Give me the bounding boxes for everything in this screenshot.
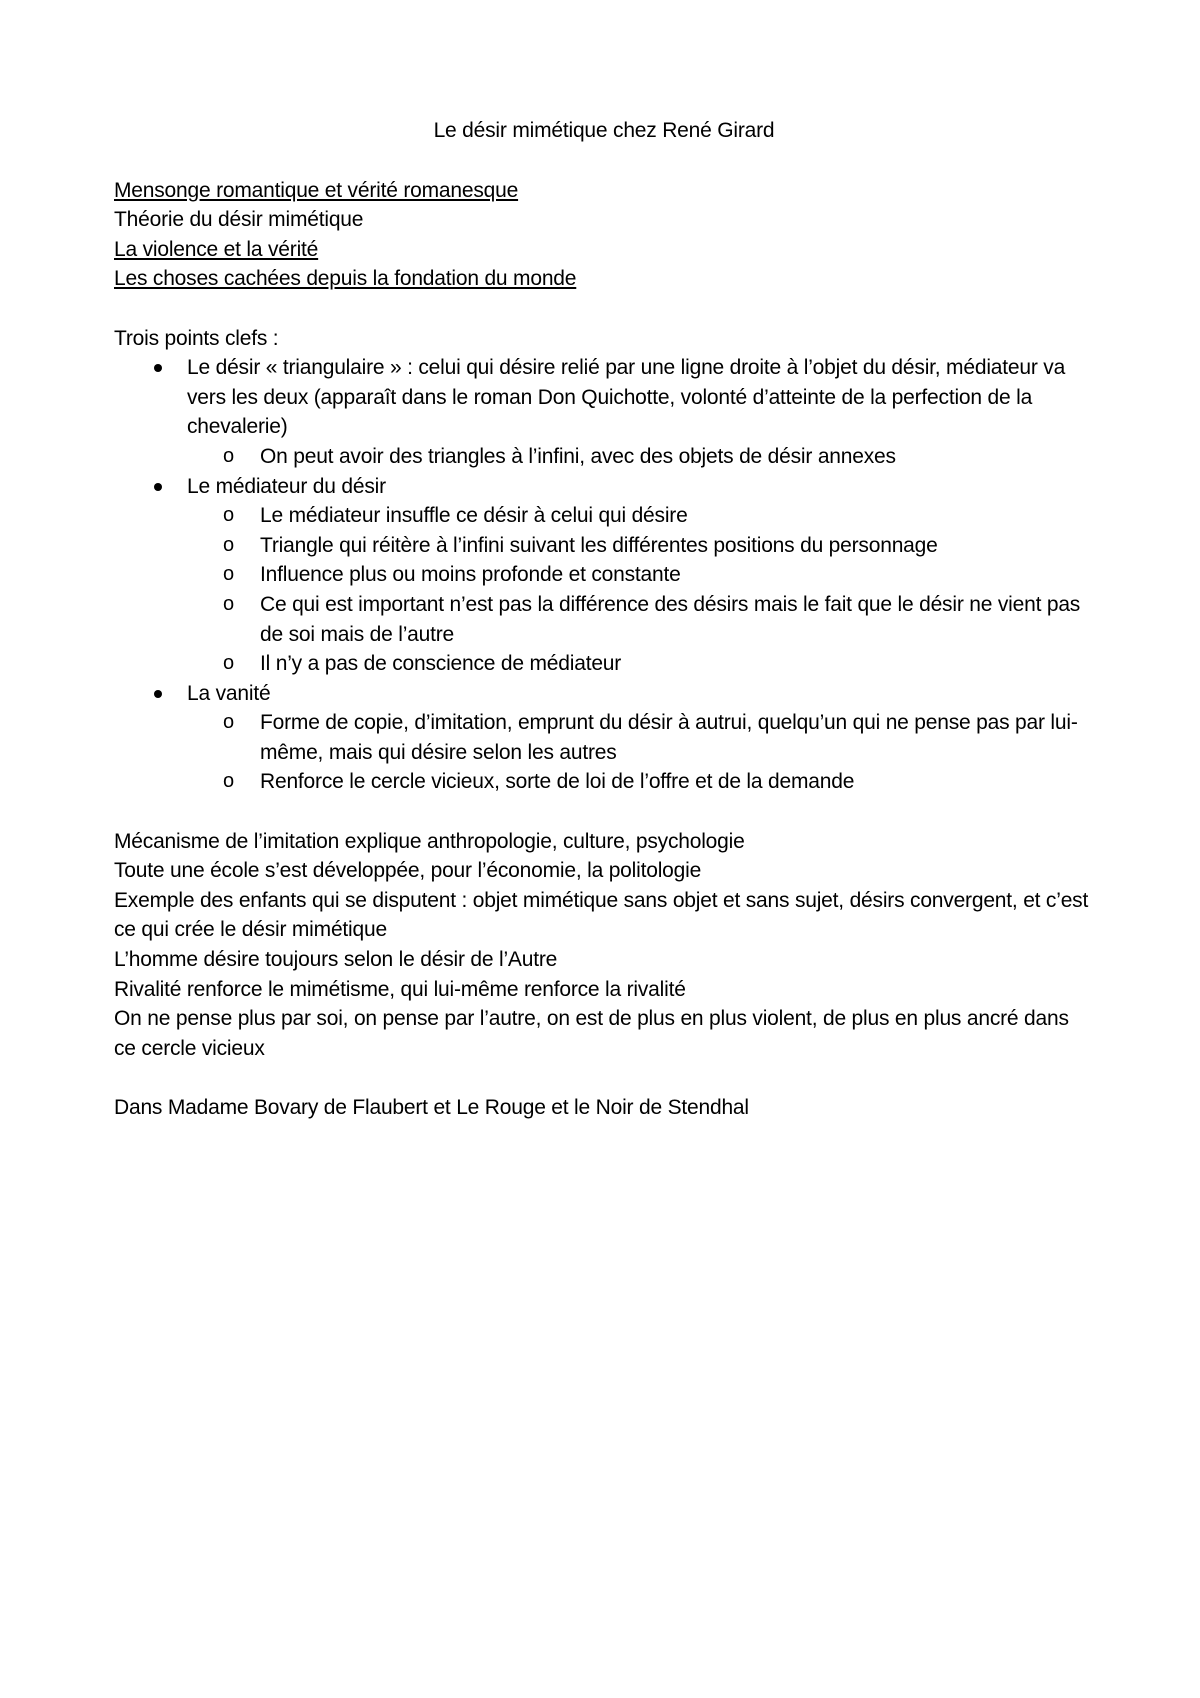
sub-point-text: Renforce le cercle vicieux, sorte de loi de l’offre et de la demande xyxy=(260,770,855,794)
note-paragraph: Exemple des enfants qui se disputent : objet mimétique sans objet et sans sujet, désirs convergent, et c’est ce qui crée le désir mimétique xyxy=(114,888,1089,942)
page-title: Le désir mimétique chez René Girard xyxy=(433,119,775,142)
note-paragraph: On ne pense plus par soi, on pense par l’autre, on est de plus en plus violent, de plus en plus ancré dans ce cercle vicieux xyxy=(114,1007,1069,1060)
circle-bullet-icon: o xyxy=(223,444,234,467)
sub-point-text: Triangle qui réitère à l’infini suivant les différentes positions du personnage xyxy=(260,533,938,557)
sub-point xyxy=(187,442,1094,472)
work-title: Mensonge romantique et vérité romanesque xyxy=(114,178,519,202)
sub-points-list xyxy=(187,442,1094,472)
key-point-text: Le médiateur du désir xyxy=(187,474,386,498)
note-paragraph: L’homme désire toujours selon le désir de l’Autre xyxy=(114,948,558,972)
note-paragraph: Rivalité renforce le mimétisme, qui lui-même renforce la rivalité xyxy=(114,977,686,1001)
sub-point xyxy=(187,501,1094,531)
circle-bullet-icon: o xyxy=(223,770,234,793)
key-point xyxy=(114,679,1094,797)
note-paragraph: Toute une école s’est développée, pour l’économie, la politologie xyxy=(114,859,702,883)
bullet-icon xyxy=(154,690,162,698)
spacer xyxy=(114,146,1094,176)
sub-point xyxy=(187,649,1094,679)
bullet-icon xyxy=(154,364,162,372)
document-body xyxy=(114,116,1094,1123)
sub-point-text: Il n’y a pas de conscience de médiateur xyxy=(260,652,622,676)
points-heading: Trois points clefs : xyxy=(114,326,279,350)
sub-point xyxy=(187,708,1094,767)
sub-point xyxy=(187,767,1094,797)
sub-point xyxy=(187,590,1094,649)
sub-point-text: Le médiateur insuffle ce désir à celui qui désire xyxy=(260,504,688,528)
sub-point-text: Influence plus ou moins profonde et constante xyxy=(260,563,681,587)
key-point xyxy=(114,353,1094,471)
circle-bullet-icon: o xyxy=(223,504,234,527)
key-points-list xyxy=(114,353,1094,797)
sub-point xyxy=(187,560,1094,590)
circle-bullet-icon: o xyxy=(223,711,234,734)
closing-line: Dans Madame Bovary de Flaubert et Le Rouge et le Noir de Stendhal xyxy=(114,1096,749,1119)
notes-block xyxy=(114,827,1094,1064)
bullet-icon xyxy=(154,483,162,491)
sub-point xyxy=(187,531,1094,561)
sub-points-list xyxy=(187,708,1094,797)
sub-points-list xyxy=(187,501,1094,679)
sub-point-text: On peut avoir des triangles à l’infini, avec des objets de désir annexes xyxy=(260,444,896,468)
spacer xyxy=(114,797,1094,827)
note-paragraph: Mécanisme de l’imitation explique anthropologie, culture, psychologie xyxy=(114,829,745,853)
key-point xyxy=(114,472,1094,679)
sub-point-text: Forme de copie, d’imitation, emprunt du désir à autrui, quelqu’un qui ne pense pas par lui-même, mais qui désire selon les autres xyxy=(260,711,1078,764)
works-list xyxy=(114,176,1094,294)
key-point-text: Le désir « triangulaire » : celui qui désire relié par une ligne droite à l’objet du désir, médiateur va vers les deux (apparaît dans le roman Don Quichotte, volonté d’atteinte de la perfection de la chevalerie) xyxy=(187,356,1066,439)
work-title: Théorie du désir mimétique xyxy=(114,208,364,232)
circle-bullet-icon: o xyxy=(223,563,234,586)
key-point-text: La vanité xyxy=(187,681,271,705)
circle-bullet-icon: o xyxy=(223,533,234,556)
sub-point-text: Ce qui est important n’est pas la différence des désirs mais le fait que le désir ne vient pas de soi mais de l’autre xyxy=(260,592,1081,646)
work-title: La violence et la vérité xyxy=(114,237,319,261)
circle-bullet-icon: o xyxy=(223,652,234,675)
spacer xyxy=(114,1063,1094,1093)
circle-bullet-icon: o xyxy=(223,592,234,615)
spacer xyxy=(114,294,1094,324)
work-title: Les choses cachées depuis la fondation du monde xyxy=(114,267,577,291)
